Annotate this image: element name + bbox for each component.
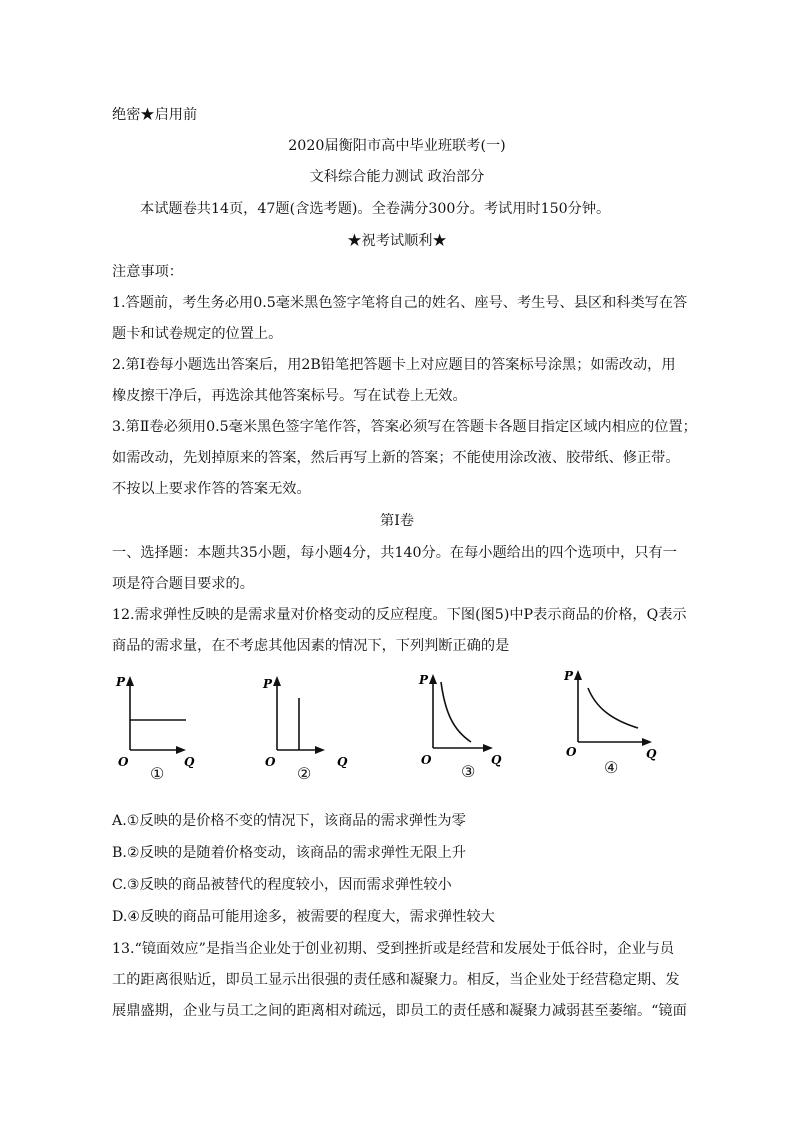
figure-4-plot — [564, 668, 674, 768]
figure-1 — [112, 668, 222, 788]
question-12-stem: 商品的需求量，在不考虑其他因素的情况下，下列判断正确的是 — [112, 638, 510, 654]
note-line: 1.答题前，考生务必用0.5毫米黑色签字笔将自己的姓名、座号、考生号、县区和科类写在答 — [112, 295, 688, 311]
blessing: ★祝考试顺利★ — [347, 233, 447, 249]
exam-intro: 本试题卷共14页，47题(含选考题)。全卷满分300分。考试用时150分钟。 — [140, 201, 611, 217]
figure-3 — [417, 668, 527, 788]
figure-3-o-label: O — [421, 753, 432, 767]
note-line: 不按以上要求作答的答案无效。 — [112, 481, 311, 497]
demand-curve-figures — [112, 668, 692, 798]
figure-1-number: ① — [150, 764, 165, 783]
note-line: 3.第Ⅱ卷必须用0.5毫米黑色签字笔作答，答案必须写在答题卡各题目指定区域内相应的位置； — [112, 419, 697, 435]
note-line: 橡皮擦干净后，再选涂其他答案标号。写在试卷上无效。 — [112, 388, 467, 404]
figure-2-number: ② — [297, 764, 312, 783]
figure-4-x-arrow — [642, 738, 652, 746]
notes-heading: 注意事项： — [112, 264, 183, 280]
subject-title: 文科综合能力测试 政治部分 — [309, 169, 485, 185]
question-12-option-a[interactable]: A.①反映的是价格不变的情况下，该商品的需求弹性为零 — [112, 813, 466, 829]
section-title: 第Ⅰ卷 — [380, 513, 414, 529]
figure-2-y-arrow — [273, 676, 281, 686]
figure-3-number: ③ — [461, 762, 476, 781]
figure-1-q-label: Q — [184, 755, 195, 768]
figure-4-q-label: Q — [646, 747, 657, 761]
figure-2-p-label: P — [263, 677, 273, 691]
figure-3-q-label: Q — [491, 753, 502, 767]
note-line: 如需改动，先划掉原来的答案，然后再写上新的答案；不能使用涂改液、胶带纸、修正带。 — [112, 450, 680, 466]
question-12-stem: 12.需求弹性反映的是需求量对价格变动的反应程度。下图(图5)中P表示商品的价格，Q表示 — [112, 607, 687, 623]
question-12-option-b[interactable]: B.②反映的是随着价格变动，该商品的需求弹性无限上升 — [112, 845, 466, 861]
figure-4 — [564, 668, 674, 788]
question-13-line: 工的距离很贴近，即员工显示出很强的责任感和凝聚力。相反，当企业处于经营稳定期、发 — [112, 972, 680, 988]
note-line: 2.第Ⅰ卷每小题选出答案后，用2B铅笔把答题卡上对应题目的答案标号涂黑；如需改动，用 — [112, 357, 676, 373]
figure-4-curve — [588, 688, 638, 728]
figure-1-plot — [112, 668, 222, 768]
figure-2-x-arrow — [315, 746, 325, 754]
figure-1-p-label: P — [116, 675, 126, 689]
figure-2-q-label: Q — [337, 755, 348, 768]
section-instruction: 一、选择题：本题共35小题，每小题4分，共140分。在每小题给出的四个选项中，只有一 — [112, 545, 677, 561]
question-12-option-c[interactable]: C.③反映的商品被替代的程度较小，因而需求弹性较小 — [112, 877, 452, 893]
question-13-line: 13.“镜面效应”是指当企业处于创业初期、受到挫折或是经营和发展处于低谷时，企业与员 — [112, 941, 675, 957]
figure-3-x-arrow — [483, 744, 493, 752]
secret-mark: 绝密★启用前 — [112, 107, 198, 123]
figure-3-curve — [441, 682, 471, 742]
figure-2-o-label: O — [265, 755, 276, 768]
figure-1-y-arrow — [126, 676, 134, 686]
section-instruction: 项是符合题目要求的。 — [112, 576, 254, 592]
figure-3-y-arrow — [429, 674, 437, 684]
figure-4-p-label: P — [564, 669, 574, 683]
figure-1-x-arrow — [176, 746, 186, 754]
note-line: 题卡和试卷规定的位置上。 — [112, 326, 283, 342]
figure-4-o-label: O — [566, 745, 577, 759]
question-12-option-d[interactable]: D.④反映的商品可能用途多，被需要的程度大，需求弹性较大 — [112, 909, 495, 925]
figure-1-o-label: O — [118, 755, 129, 768]
figure-2-plot — [257, 668, 367, 768]
question-13-line: 展鼎盛期，企业与员工之间的距离相对疏远，即员工的责任感和凝聚力减弱甚至萎缩。“镜面 — [112, 1003, 687, 1019]
figure-3-plot — [417, 668, 527, 768]
figure-2 — [257, 668, 367, 788]
figure-4-y-arrow — [574, 670, 582, 680]
exam-title: 2020届衡阳市高中毕业班联考(一) — [288, 138, 506, 154]
figure-3-p-label: P — [419, 673, 429, 687]
figure-4-number: ④ — [604, 758, 619, 777]
